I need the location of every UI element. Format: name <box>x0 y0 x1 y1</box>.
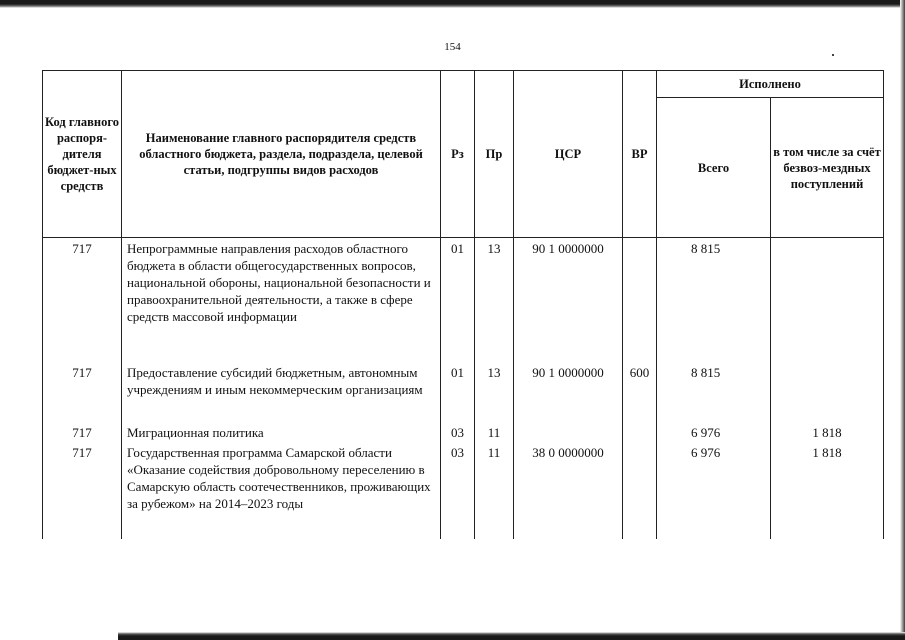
cell-pr: 13 <box>475 364 514 424</box>
cell-name: Миграционная политика <box>122 424 441 444</box>
cell-vr <box>623 444 657 539</box>
cell-total: 6 976 <box>657 444 771 539</box>
scan-edge-bottom <box>118 632 905 640</box>
cell-code: 717 <box>43 424 122 444</box>
cell-name: Непрограммные направления расходов областного бюджета в области общегосударственных вопросов, национальной обороны, национальной безопасности и правоохранительной деятельности, а также в сфере средств массовой информации <box>122 238 441 365</box>
page-number: 154 <box>444 41 461 53</box>
cell-pr: 11 <box>475 424 514 444</box>
table-row <box>43 444 884 539</box>
cell-vr <box>623 424 657 444</box>
cell-rz: 01 <box>441 238 475 365</box>
cell-rz: 03 <box>441 444 475 539</box>
cell-csr: 90 1 0000000 <box>514 238 623 365</box>
table-row <box>43 424 884 444</box>
cell-total: 6 976 <box>657 424 771 444</box>
header-csr: ЦСР <box>514 71 623 238</box>
cell-gratuitous: 1 818 <box>771 444 884 539</box>
cell-vr <box>623 238 657 365</box>
cell-pr: 11 <box>475 444 514 539</box>
header-code: Код главного распоря-дителя бюджет-ных средств <box>43 71 122 238</box>
cell-code: 717 <box>43 364 122 424</box>
scan-edge-top <box>0 0 905 8</box>
cell-name: Предоставление субсидий бюджетным, автономным учреждениям и иным некоммерческим организациям <box>122 364 441 424</box>
header-name: Наименование главного распорядителя средств областного бюджета, раздела, подраздела, целевой статьи, подгруппы видов расходов <box>122 71 441 238</box>
table-row <box>43 364 884 424</box>
cell-code: 717 <box>43 444 122 539</box>
cell-pr: 13 <box>475 238 514 365</box>
budget-table <box>42 70 884 539</box>
cell-csr: 90 1 0000000 <box>514 364 623 424</box>
cell-code: 717 <box>43 238 122 365</box>
cell-csr <box>514 424 623 444</box>
scan-edge-right <box>900 0 905 640</box>
scan-speck <box>832 54 834 56</box>
header-gratuitous: в том числе за счёт безвоз-мездных поступлений <box>771 98 884 238</box>
header-executed: Исполнено <box>657 71 884 98</box>
header-pr: Пр <box>475 71 514 238</box>
header-vr: ВР <box>623 71 657 238</box>
cell-name: Государственная программа Самарской области «Оказание содействия добровольному переселению в Самарскую область соотечественников, проживающих за рубежом» на 2014–2023 годы <box>122 444 441 539</box>
cell-gratuitous: 1 818 <box>771 424 884 444</box>
cell-total: 8 815 <box>657 238 771 365</box>
cell-gratuitous <box>771 364 884 424</box>
cell-csr: 38 0 0000000 <box>514 444 623 539</box>
cell-total: 8 815 <box>657 364 771 424</box>
cell-vr: 600 <box>623 364 657 424</box>
cell-gratuitous <box>771 238 884 365</box>
table-row <box>43 238 884 365</box>
cell-rz: 03 <box>441 424 475 444</box>
header-total: Всего <box>657 98 771 238</box>
header-rz: Рз <box>441 71 475 238</box>
cell-rz: 01 <box>441 364 475 424</box>
